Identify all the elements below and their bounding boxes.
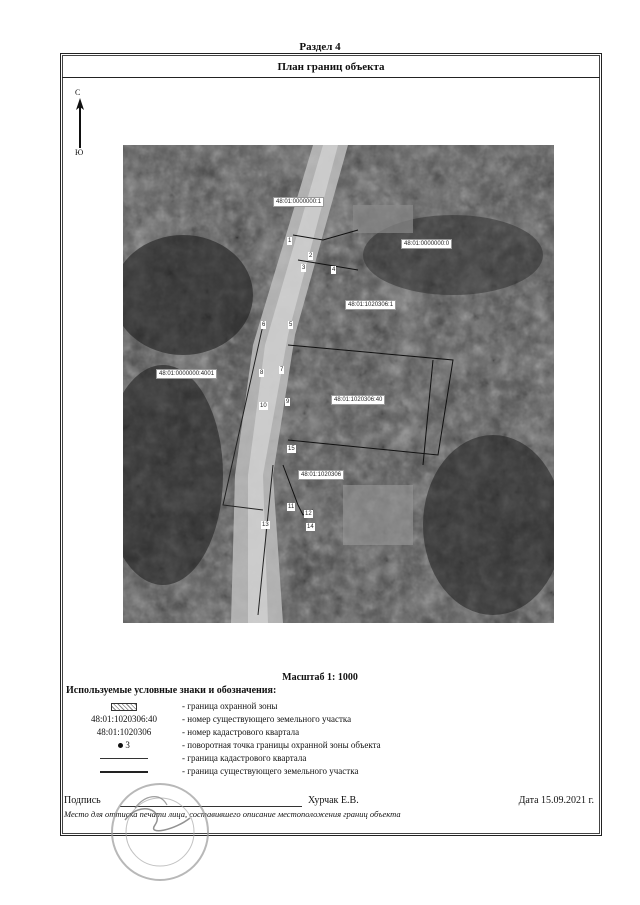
legend-symbol: 48:01:1020306 [96,727,152,737]
legend-symbol: 48:01:1020306:40 [90,714,157,724]
legend-desc: - граница охранной зоны [182,701,278,711]
map-label-road-parcel: 48:01:0000000:4001 [156,369,217,379]
point-label: 6 [262,322,266,328]
stamp-note: Место для оттиска печати лица, составившего описание местоположения границ объекта [64,809,401,819]
section-title: Раздел 4 [299,41,341,53]
legend-desc: - граница существующего земельного участка [182,766,359,776]
north-arrow [70,88,90,168]
legend-symbol [70,700,178,712]
point-label: 13 [262,522,269,528]
legend-desc: - номер кадастрового квартала [182,727,300,737]
compass-south-label: Ю [75,148,84,157]
legend-row [70,713,590,726]
legend-point-num: 3 [125,740,130,750]
legend-row [70,752,590,765]
map-label-parcel-right: 48:01:1020306:1 [345,300,396,310]
legend-desc: - номер существующего земельного участка [182,714,352,724]
legend-row [70,765,590,778]
point-label: 4 [332,267,336,273]
signature-label: Подпись [64,795,101,806]
point-label: 12 [305,511,312,517]
point-label: 15 [288,446,295,452]
plan-title: План границ объекта [62,59,600,78]
map-label-quarter: 48:01:1020306 [298,470,344,480]
map-label-zone: 48:01:0000000:1 [273,197,324,207]
signer-name: Хурчак Е.В. [308,795,359,806]
point-label: 14 [307,524,314,530]
quarter-line-icon [100,758,148,759]
signature-date: Дата 15.09.2021 г. [518,795,594,806]
aerial-photo [123,145,554,623]
legend-symbol [70,765,178,777]
legend-row [70,726,590,739]
point-dot-icon [118,743,123,748]
point-label: 1 [288,238,292,244]
scale-text: Масштаб 1: 1000 [282,672,358,683]
legend-desc: - поворотная точка границы охранной зоны объекта [182,740,381,750]
point-label: 8 [260,370,264,376]
legend-symbol [70,752,178,764]
compass-north-label: С [75,88,81,97]
legend-desc: - граница кадастрового квартала [182,753,307,763]
hatch-zone-icon [111,703,137,711]
map-label-parcel-main: 48:01:1020306:40 [331,395,385,405]
legend-row [70,739,590,752]
seal-stamp-icon [105,780,215,885]
legend-title: Используемые условные знаки и обозначения: [66,685,277,696]
legend-row [70,700,590,713]
parcel-line-icon [100,771,148,773]
point-label: 7 [280,367,284,373]
map-label-kv-top: 48:01:0000000:0 [401,239,452,249]
point-label: 2 [309,253,313,259]
aerial-map [123,145,554,623]
point-label: 3 [302,265,306,271]
point-label: 11 [288,504,295,510]
point-label: 9 [286,399,290,405]
point-label: 5 [289,322,293,328]
point-label: 10 [260,403,267,409]
legend-symbol [70,739,178,751]
